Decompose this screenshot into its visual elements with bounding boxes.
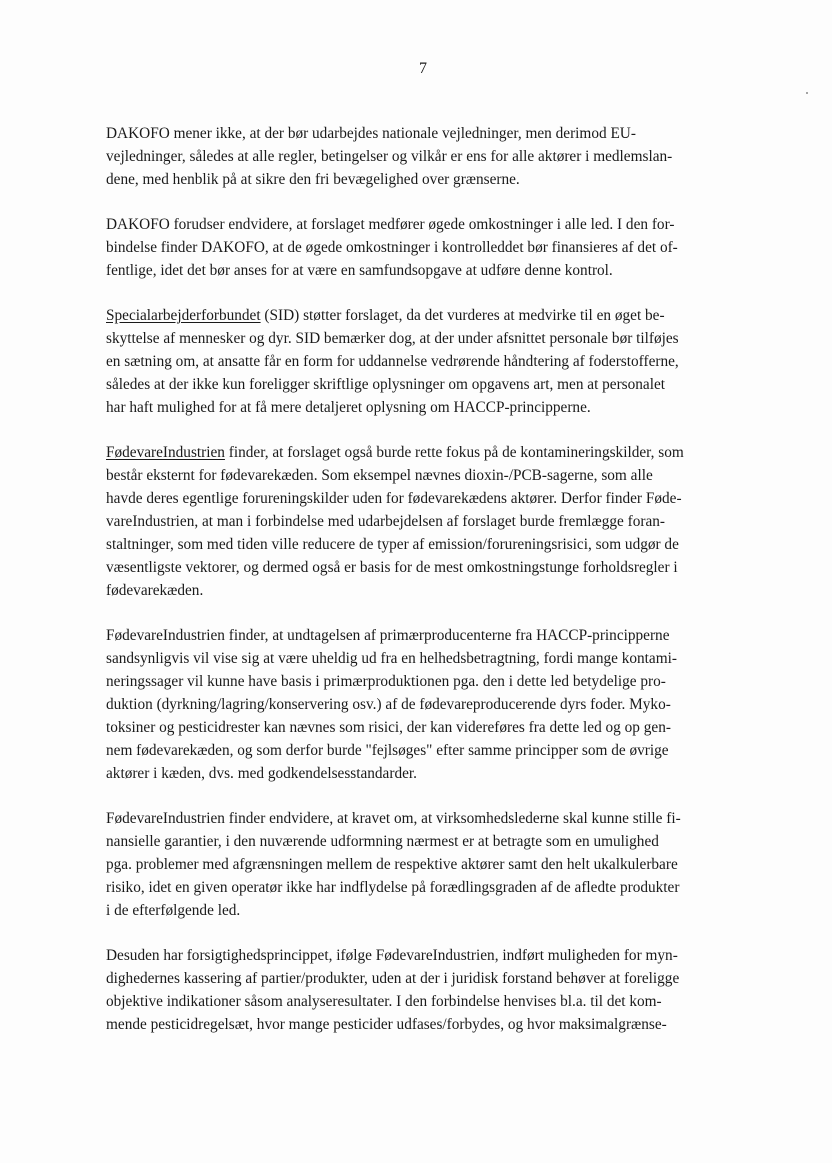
- text-line: havde deres egentlige forureningskilder uden for fødevarekædens aktører. Derfor finder Føde-: [106, 490, 682, 507]
- text-line: objektive indikationer såsom analyseresultater. I den forbindelse henvises bl.a. til det kom-: [106, 993, 662, 1010]
- text-line: en sætning om, at ansatte får en form for uddannelse vedrørende håndtering af foderstofferne,: [106, 353, 679, 370]
- text-fragment: (SID) støtter forslaget, da det vurderes at medvirke til en øget be-: [260, 307, 665, 324]
- text-line: toksiner og pesticidrester kan nævnes som risici, der kan videreføres fra dette led og op gen-: [106, 719, 671, 736]
- text-line: har haft mulighed for at få mere detaljeret oplysning om HACCP-principperne.: [106, 399, 591, 416]
- text-line: risiko, idet en given operatør ikke har indflydelse på forædlingsgraden af de afledte produkter: [106, 879, 680, 896]
- text-line: nansielle garantier, i den nuværende udformning nærmest er at betragte som en umulighed: [106, 833, 659, 850]
- organization-name-sid: Specialarbejderforbundet: [106, 307, 261, 324]
- text-line: staltninger, som med tiden ville reducere de typer af emission/forureningsrisici, som udgør de: [106, 536, 679, 553]
- text-line: DAKOFO mener ikke, at der bør udarbejdes nationale vejledninger, men derimod EU-: [106, 125, 636, 142]
- text-line: FødevareIndustrien finder endvidere, at kravet om, at virksomhedslederne skal kunne stille fi-: [106, 810, 681, 827]
- text-line: dighedernes kassering af partier/produkter, uden at der i juridisk forstand behøver at foreligge: [106, 970, 680, 987]
- document-body: [106, 122, 742, 1058]
- text-line: neringssager vil kunne have basis i primærproduktionen pga. den i dette led betydelige pro-: [106, 673, 666, 690]
- scan-speck: [806, 92, 808, 94]
- text-line: bindelse finder DAKOFO, at de øgede omkostninger i kontrolleddet bør finansieres af det of-: [106, 239, 678, 256]
- paragraph-dakofo-costs: [106, 213, 742, 282]
- text-line: væsentligste vektorer, og dermed også er basis for de mest omkostningstunge forholdsregler i: [106, 559, 678, 576]
- paragraph-primary-producers: [106, 624, 742, 785]
- text-line: [106, 304, 742, 327]
- paragraph-sid: [106, 304, 742, 419]
- organization-name-foedevareindustrien: FødevareIndustrien: [106, 444, 225, 461]
- text-line: Desuden har forsigtighedsprincippet, ifølge FødevareIndustrien, indført muligheden for myn-: [106, 947, 678, 964]
- text-line: DAKOFO forudser endvidere, at forslaget medfører øgede omkostninger i alle led. I den for-: [106, 216, 675, 233]
- text-line: således at der ikke kun foreligger skriftlige oplysninger om opgavens art, men at personalet: [106, 376, 666, 393]
- text-line: skyttelse af mennesker og dyr. SID bemærker dog, at der under afsnittet personale bør tilføjes: [106, 330, 679, 347]
- text-line: nem fødevarekæden, og som derfor burde "fejlsøges" efter samme principper som de øvrige: [106, 742, 669, 759]
- text-line: fødevarekæden.: [106, 582, 204, 599]
- text-line: mende pesticidregelsæt, hvor mange pesticider udfases/forbydes, og hvor maksimalgrænse-: [106, 1016, 667, 1033]
- page-number: 7: [419, 60, 427, 77]
- text-line: vareIndustrien, at man i forbindelse med udarbejdelsen af forslaget burde fremlægge foran-: [106, 513, 665, 530]
- text-line: i de efterfølgende led.: [106, 902, 241, 919]
- text-line: vejledninger, således at alle regler, betingelser og vilkår er ens for alle aktører i medlemslan-: [106, 148, 673, 165]
- text-line: aktører i kæden, dvs. med godkendelsesstandarder.: [106, 765, 417, 782]
- text-line: [106, 441, 742, 464]
- paragraph-dakofo-eu-guidelines: [106, 122, 742, 191]
- text-line: duktion (dyrkning/lagring/konservering osv.) af de fødevareproducerende dyrs foder. Myko-: [106, 696, 671, 713]
- paragraph-financial-guarantees: [106, 807, 742, 922]
- text-line: består eksternt for fødevarekæden. Som eksempel nævnes dioxin-/PCB-sagerne, som alle: [106, 467, 653, 484]
- paragraph-foedevareindustrien-contamination: [106, 441, 742, 602]
- paragraph-precautionary-principle: [106, 944, 742, 1036]
- text-line: FødevareIndustrien finder, at undtagelsen af primærproducenterne fra HACCP-principperne: [106, 627, 670, 644]
- text-line: pga. problemer med afgrænsningen mellem de respektive aktører samt den helt ukalkulerbare: [106, 856, 678, 873]
- text-fragment: finder, at forslaget også burde rette fokus på de kontamineringskilder, som: [224, 444, 684, 461]
- text-line: sandsynligvis vil vise sig at være uheldig ud fra en helhedsbetragtning, fordi mange kontami-: [106, 650, 677, 667]
- text-line: dene, med henblik på at sikre den fri bevægelighed over grænserne.: [106, 171, 520, 188]
- text-line: fentlige, idet det bør anses for at være en samfundsopgave at udføre denne kontrol.: [106, 262, 613, 279]
